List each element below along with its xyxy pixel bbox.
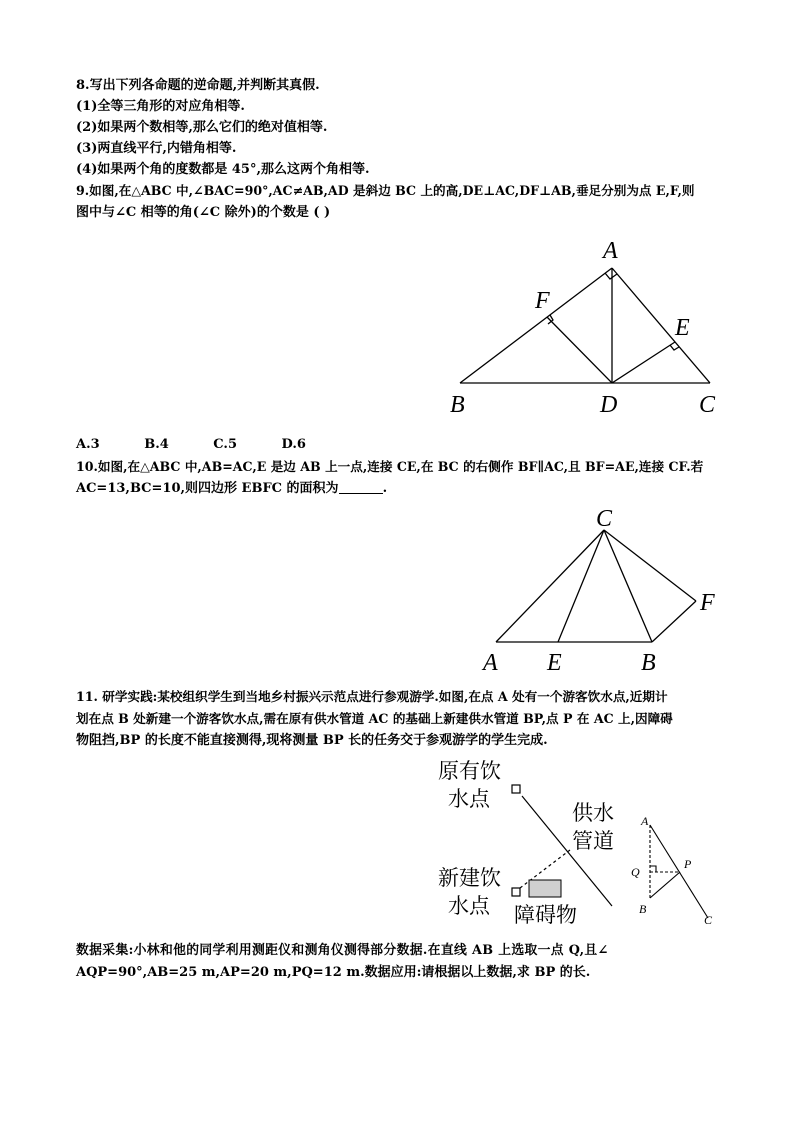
q8-item-3: (3)两直线平行,内错角相等. xyxy=(76,141,237,156)
q10-line-1: 10.如图,在△ABC 中,AB=AC,E 是边 AB 上一点,连接 CE,在 BC 的右侧作 BF∥AC,且 BF=AE,连接 CF.若 xyxy=(76,459,704,474)
q11-geometry-figure xyxy=(628,810,728,930)
label-a: A xyxy=(483,650,498,676)
q8-item-1: (1)全等三角形的对应角相等. xyxy=(76,99,245,114)
label-f: F xyxy=(535,288,550,314)
right-angle-mark-a xyxy=(605,273,617,279)
obstacle-block xyxy=(529,880,561,897)
label-e: E xyxy=(675,315,690,341)
q8-stem: 8.写出下列各命题的逆命题,并判断其真假. xyxy=(76,78,320,93)
q10-line-2-end: . xyxy=(382,481,388,496)
q9-options xyxy=(76,437,346,453)
segment-bc xyxy=(604,530,652,642)
q9-line-1: 9.如图,在△ABC 中,∠BAC=90°,AC≠AB,AD 是斜边 BC 上的高,DE⊥AC,DF⊥AB,垂足分别为点 E,F,则 xyxy=(76,183,695,198)
q9-option-b[interactable]: B.4 xyxy=(144,437,169,452)
label-f: F xyxy=(700,590,715,616)
original-water-point-marker xyxy=(512,785,520,793)
q8-item-2: (2)如果两个数相等,那么它们的绝对值相等. xyxy=(76,120,328,135)
label-a: A xyxy=(641,814,649,828)
q9-option-c[interactable]: C.5 xyxy=(213,437,237,452)
water-pipe-label-2: 管道 xyxy=(572,829,614,853)
label-b: B xyxy=(641,650,656,676)
label-c: C xyxy=(596,506,613,532)
label-c: C xyxy=(699,392,716,418)
segment-ac xyxy=(612,268,710,383)
line-ac xyxy=(650,825,708,918)
q11-scene-figure xyxy=(430,756,630,936)
answer-blank[interactable] xyxy=(339,481,383,494)
line-bp xyxy=(650,872,680,898)
original-water-point-label-1: 原有饮 xyxy=(438,759,501,783)
segment-ce xyxy=(558,530,604,642)
segment-de xyxy=(612,342,675,383)
segment-cf xyxy=(604,530,696,601)
segment-bf xyxy=(652,601,696,642)
label-q: Q xyxy=(631,865,640,879)
label-d: D xyxy=(600,392,618,418)
new-water-point-marker xyxy=(512,888,520,896)
label-b: B xyxy=(450,392,465,418)
original-water-point-label-2: 水点 xyxy=(448,787,490,811)
label-p: P xyxy=(684,857,692,871)
q9-option-d[interactable]: D.6 xyxy=(281,437,306,452)
q11-data-line-2: AQP=90°,AB=25 m,AP=20 m,PQ=12 m.数据应用:请根据以上数据,求 BP 的长. xyxy=(76,965,591,980)
q10-line-2-text: AC=13,BC=10,则四边形 EBFC 的面积为 xyxy=(76,481,339,496)
q11-line-2: 划在点 B 处新建一个游客饮水点,需在原有供水管道 AC 的基础上新建供水管道 BP,点 P 在 AC 上,因障碍 xyxy=(76,711,673,726)
label-a: A xyxy=(603,238,618,264)
segment-ab xyxy=(460,268,612,383)
right-angle-mark-q xyxy=(650,866,656,872)
q8-item-4: (4)如果两个角的度数都是 45°,那么这两个角相等. xyxy=(76,162,370,177)
q9-option-a[interactable]: A.3 xyxy=(76,437,100,452)
q11-line-1: 11. 研学实践:某校组织学生到当地乡村振兴示范点进行参观游学.如图,在点 A 处有一个游客饮水点,近期计 xyxy=(76,689,668,704)
q11-line-3: 物阻挡,BP 的长度不能直接测得,现将测量 BP 长的任务交于参观游学的学生完成. xyxy=(76,733,548,748)
q10-line-2 xyxy=(76,481,387,497)
q9-line-2: 图中与∠C 相等的角(∠C 除外)的个数是 ( ) xyxy=(76,205,331,220)
obstacle-label: 障碍物 xyxy=(514,903,577,927)
segment-ac xyxy=(496,530,604,642)
q9-figure xyxy=(440,230,730,420)
label-b: B xyxy=(639,902,647,916)
label-e: E xyxy=(547,650,562,676)
q11-data-line-1: 数据采集:小林和他的同学利用测距仪和测角仪测得部分数据.在直线 AB 上选取一点 Q,且∠ xyxy=(76,943,609,958)
new-water-point-label-1: 新建饮 xyxy=(438,866,501,890)
new-water-point-label-2: 水点 xyxy=(448,894,490,918)
water-pipe-label-1: 供水 xyxy=(572,801,614,825)
segment-df xyxy=(547,317,612,383)
q10-figure xyxy=(478,502,728,680)
label-c: C xyxy=(704,913,713,927)
